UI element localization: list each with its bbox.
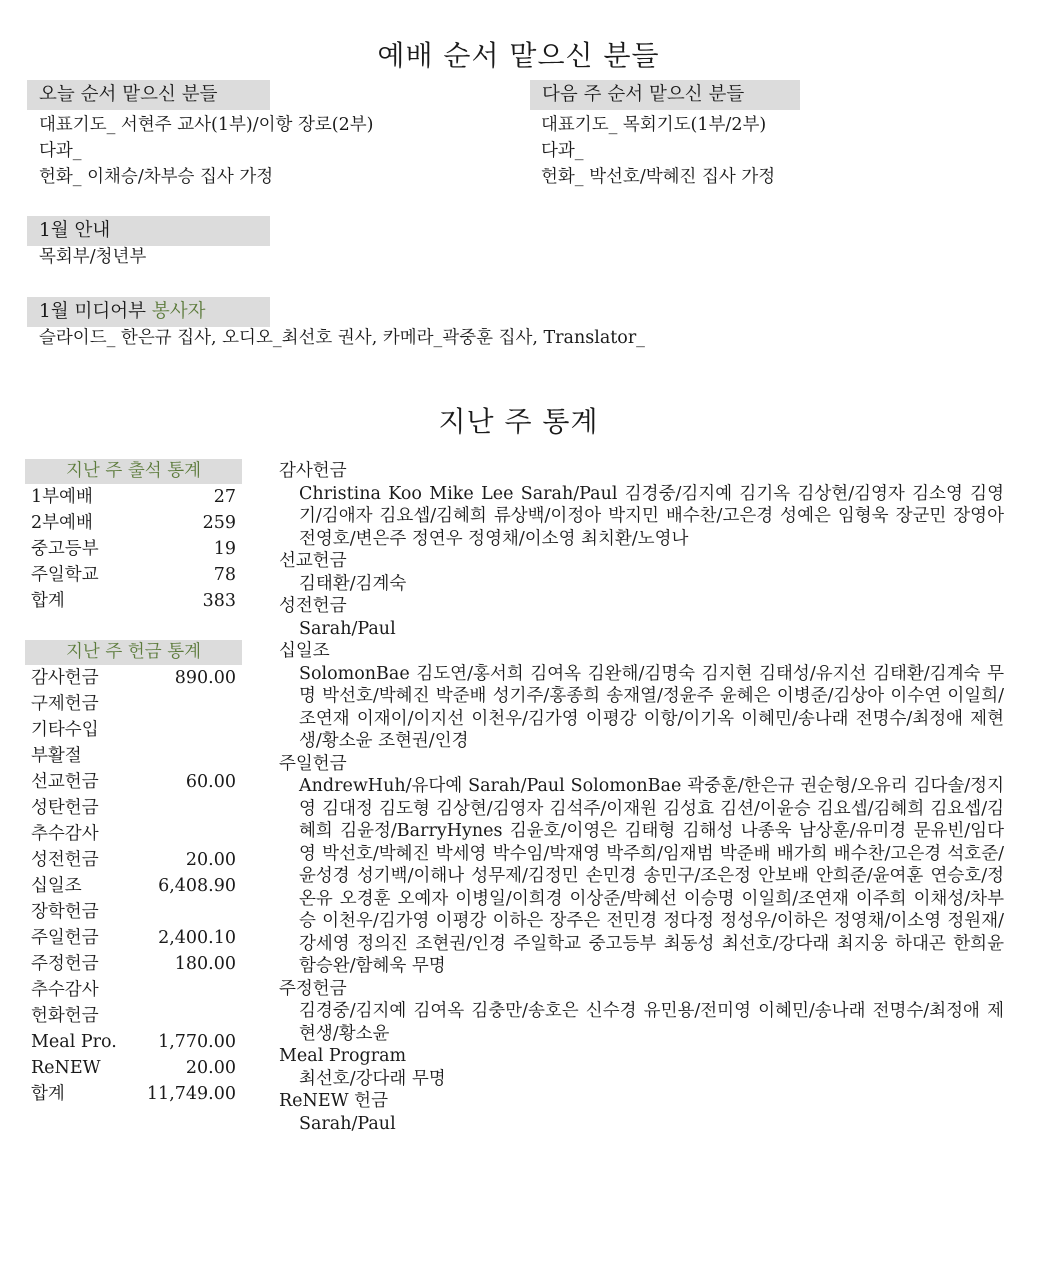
donor-group-label: Meal Program (279, 1046, 407, 1066)
offering-row (25, 873, 236, 899)
offering-row (25, 1029, 236, 1055)
donor-group (279, 753, 1009, 978)
donor-group-names: SolomonBae 김도연/홍서희 김여옥 김완해/김명숙 김지현 김태성/유지선 김태환/김계숙 무명 박선호/박혜진 박준배 성기주/홍종희 송재열/정윤주 윤혜은 이병준/김상아 이수연 이일희/조연재 이재이/이지선 이천우/김가영 이평강 이항/이기옥 이혜민/송나래 전명수/최정애 제현생/황소윤 조현권/인경 (299, 663, 1004, 751)
offering-row-label: 성전헌금 (31, 850, 99, 870)
donor-group (279, 550, 1009, 595)
offering-row (25, 665, 236, 691)
media-header (27, 297, 270, 327)
offering-row-label: 주정헌금 (31, 954, 99, 974)
offering-row (25, 717, 236, 743)
attendance-row-label: 1부예배 (31, 487, 93, 507)
page-title: 예배 순서 맡으신 분들 (377, 39, 660, 72)
donor-group-names: 최선호/강다래 무명 (299, 1068, 446, 1089)
offering-row-value: 1,770.00 (158, 1032, 236, 1052)
offering-row-label: Meal Pro. (31, 1032, 117, 1052)
today-line-prayer: 대표기도_ 서현주 교사(1부)/이항 장로(2부) (39, 115, 374, 135)
offering-row (25, 847, 236, 873)
offering-row (25, 821, 236, 847)
donor-group-label: ReNEW 헌금 (279, 1091, 388, 1111)
offering-table (25, 665, 236, 1107)
next-line-refreshment: 다과_ (541, 141, 584, 161)
donor-group-label: 감사헌금 (279, 461, 347, 481)
media-header-accent: 봉사자 (151, 301, 206, 322)
today-header: 오늘 순서 맡으신 분들 (27, 80, 270, 110)
donor-group-label: 선교헌금 (279, 551, 347, 571)
attendance-header: 지난 주 출석 통계 (25, 459, 242, 484)
media-line: 슬라이드_ 한은규 집사, 오디오_최선호 권사, 카메라_곽중훈 집사, Translator_ (39, 328, 645, 348)
donor-group (279, 640, 1009, 753)
attendance-row (25, 484, 236, 510)
donor-group-names: AndrewHuh/유다예 Sarah/Paul SolomonBae 곽중훈/한은규 권순형/오유리 김다솔/정지영 김대정 김도형 김상현/김영자 김석주/이재원 김성효 김션/이윤승 김요셉/김혜희 김요셉/김혜희 김윤정/BarryHynes 김윤호/이영은 김태형 김해성 나종욱 남상훈/유미경 문유빈/임다영 박선호/박혜진 박세영 박수임/박재영 박주희/임재범 박준배 배가희 배수찬/고은경 석호준/윤성경 성기백/이해나 성무제/김정민 손민경 송민구/조은정 안보배 안희준/윤여훈 연승호/정온유 오경훈 오예자 이병일/이희경 이상준/박혜선 이승명 이일희/조연재 이주희 이채성/차부승 이천우/김가영 이평강 이하은 장주은 전민경 정다정 정성우/이하은 정영채/이소영 정원재/강세영 정의진 조현권/인경 주일학교 중고등부 최동성 최선호/강다래 최지웅 하대곤 한희윤 함승완/함혜욱 무명 (299, 776, 1004, 976)
offering-row (25, 1003, 236, 1029)
offering-row-value: 20.00 (185, 1058, 236, 1078)
offering-row (25, 795, 236, 821)
january-notice-line: 목회부/청년부 (39, 247, 147, 267)
offering-row-label: 부활절 (31, 746, 82, 766)
offering-row (25, 925, 236, 951)
donor-group-label: 주일헌금 (279, 753, 347, 774)
offering-row-label: 성탄헌금 (31, 798, 99, 818)
attendance-row-value: 78 (213, 565, 236, 585)
offering-row-label: 감사헌금 (31, 668, 99, 688)
offering-row-label: 장학헌금 (31, 902, 99, 922)
donor-group (279, 1090, 1009, 1135)
offering-row-value: 11,749.00 (146, 1084, 236, 1104)
donor-group (279, 978, 1009, 1046)
next-header: 다음 주 순서 맡으신 분들 (530, 80, 800, 110)
attendance-row-value: 19 (213, 539, 236, 559)
offering-row-label: 헌화헌금 (31, 1006, 99, 1026)
attendance-row-label: 합계 (31, 591, 65, 611)
donor-list (279, 460, 1009, 1135)
next-line-prayer: 대표기도_ 목회기도(1부/2부) (541, 115, 767, 135)
offering-row-value: 180.00 (174, 954, 236, 974)
offering-row-label: ReNEW (31, 1058, 101, 1078)
offering-row-label: 추수감사 (31, 824, 99, 844)
offering-row-label: 주일헌금 (31, 928, 99, 948)
attendance-row (25, 510, 236, 536)
offering-row (25, 691, 236, 717)
attendance-table (25, 484, 236, 614)
attendance-row (25, 536, 236, 562)
today-lines (39, 112, 374, 190)
offering-row-value: 60.00 (185, 772, 236, 792)
attendance-row-label: 중고등부 (31, 539, 99, 559)
donor-group-label: 십일조 (279, 641, 330, 661)
offering-row (25, 951, 236, 977)
next-line-flowers: 헌화_ 박선호/박혜진 집사 가정 (541, 167, 776, 187)
offering-row-value: 2,400.10 (158, 928, 236, 948)
offering-row-value: 20.00 (185, 850, 236, 870)
next-lines (541, 112, 775, 190)
attendance-row-value: 383 (202, 591, 236, 611)
offering-row (25, 899, 236, 925)
attendance-row-label: 주일학교 (31, 565, 99, 585)
today-line-refreshment: 다과_ (39, 141, 82, 161)
january-notice-header: 1월 안내 (27, 216, 270, 246)
stats-title: 지난 주 통계 (438, 405, 599, 438)
offering-row-label: 추수감사 (31, 980, 99, 1000)
donor-group (279, 460, 1009, 550)
offering-row (25, 743, 236, 769)
attendance-row-value: 259 (202, 513, 236, 533)
donor-group-names: Christina Koo Mike Lee Sarah/Paul 김경중/김지예 김기옥 김상현/김영자 김소영 김영기/김애자 김요셉/김혜희 류상백/이정아 박지민 배수찬/고은경 성예은 임형욱 장군민 장영아 전영호/변은주 정연우 정영채/이소영 최치환/노영나 (299, 483, 1004, 549)
offering-row-label: 십일조 (31, 876, 82, 896)
donor-group (279, 595, 1009, 640)
donor-group-names: Sarah/Paul (299, 618, 396, 639)
media-header-text: 1월 미디어부 (39, 301, 152, 322)
donor-group-label: 성전헌금 (279, 596, 347, 616)
offering-row-label: 구제헌금 (31, 694, 99, 714)
donor-group-label: 주정헌금 (279, 978, 347, 999)
donor-group (279, 1045, 1009, 1090)
offering-row-value: 6,408.90 (158, 876, 236, 896)
offering-row (25, 1081, 236, 1107)
offering-row-value: 890.00 (174, 668, 236, 688)
offering-header: 지난 주 헌금 통계 (25, 640, 242, 665)
attendance-row (25, 562, 236, 588)
attendance-row (25, 588, 236, 614)
attendance-row-value: 27 (213, 487, 236, 507)
donor-group-names: Sarah/Paul (299, 1113, 396, 1134)
offering-row-label: 합계 (31, 1084, 65, 1104)
attendance-row-label: 2부예배 (31, 513, 93, 533)
donor-group-names: 김태환/김계숙 (299, 573, 407, 594)
offering-row (25, 769, 236, 795)
today-line-flowers: 헌화_ 이채승/차부승 집사 가정 (39, 167, 274, 187)
offering-row (25, 977, 236, 1003)
offering-row-label: 기타수입 (31, 720, 99, 740)
offering-row-label: 선교헌금 (31, 772, 99, 792)
donor-group-names: 김경중/김지예 김여옥 김충만/송호은 신수경 유민용/전미영 이혜민/송나래 전명수/최정애 제현생/황소윤 (299, 1001, 1004, 1044)
offering-row (25, 1055, 236, 1081)
